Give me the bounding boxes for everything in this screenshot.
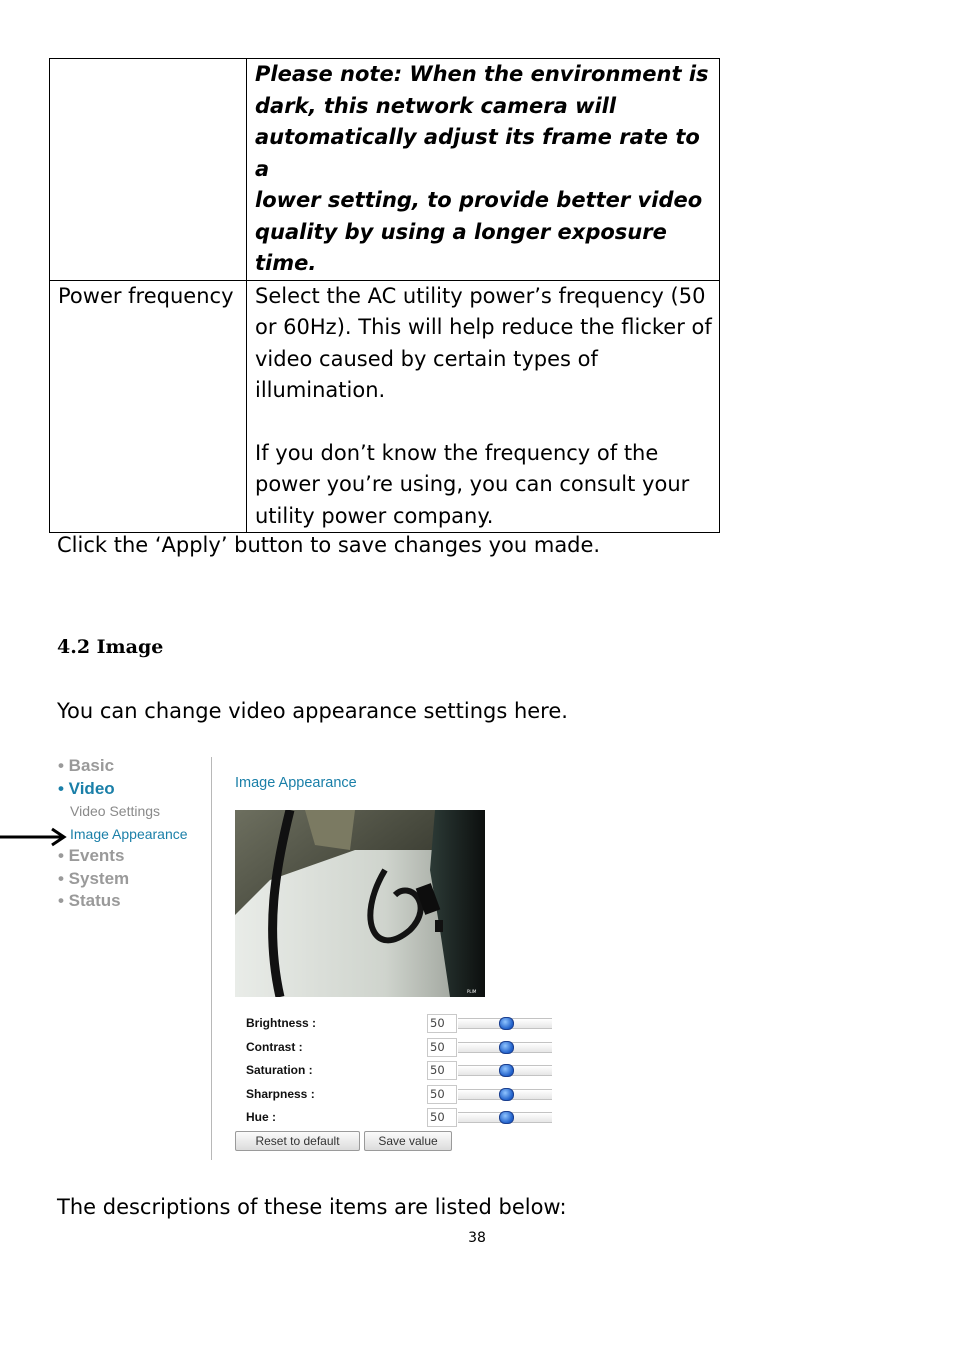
image-appearance-screenshot [0, 755, 954, 1165]
menu-item-system[interactable]: • System [58, 868, 130, 888]
contrast-slider[interactable] [458, 1042, 552, 1053]
menu-item-events[interactable]: • Events [58, 846, 125, 865]
descriptions-intro: The descriptions of these items are listed below: [57, 1195, 567, 1219]
sharpness-slider-handle[interactable] [499, 1088, 514, 1101]
description-line: power you’re using, you can consult your [255, 472, 690, 496]
brightness-value-field[interactable]: 50 [427, 1014, 457, 1033]
contrast-value-field[interactable]: 50 [427, 1038, 457, 1057]
brightness-label: Brightness : [246, 1016, 317, 1030]
hue-value-field[interactable]: 50 [427, 1108, 457, 1127]
menu-item-status[interactable]: • Status [58, 891, 121, 910]
saturation-slider[interactable] [458, 1065, 552, 1076]
save-value-button[interactable]: Save value [364, 1131, 452, 1151]
description-line: video caused by certain types of [255, 346, 598, 371]
sharpness-slider[interactable] [458, 1089, 552, 1100]
section-heading: 4.2 Image [57, 636, 164, 658]
settings-description-table [49, 58, 720, 533]
sharpness-label: Sharpness : [246, 1086, 315, 1101]
menu-subitem-video-settings[interactable]: Video Settings [70, 803, 161, 819]
contrast-label: Contrast : [246, 1039, 303, 1054]
contrast-slider-handle[interactable] [499, 1041, 514, 1054]
description-line: or 60Hz). This will help reduce the flicker of [255, 315, 712, 339]
description-line: utility power company. [255, 503, 494, 528]
description-line: Select the AC utility power’s frequency (50 [255, 283, 706, 308]
menu-item-video[interactable]: • Video [58, 778, 115, 798]
sharpness-value-field[interactable]: 50 [427, 1085, 457, 1104]
intro-text: You can change video appearance settings here. [57, 699, 568, 723]
panel-title: Image Appearance [235, 775, 357, 791]
saturation-control [246, 1060, 566, 1084]
power-frequency-description [247, 280, 720, 533]
camera-preview-image [235, 810, 485, 997]
brightness-slider-handle[interactable] [499, 1017, 514, 1030]
note-cell [247, 59, 720, 281]
paragraph-gap [255, 407, 715, 438]
sharpness-control [246, 1084, 566, 1108]
side-menu [58, 755, 208, 913]
hue-control [246, 1107, 566, 1131]
menu-item-basic[interactable]: • Basic [58, 756, 115, 775]
table-row [50, 59, 720, 281]
page-number: 38 [468, 1230, 486, 1246]
description-line: If you don’t know the frequency of the [255, 440, 659, 465]
brightness-control [246, 1013, 566, 1037]
reset-to-default-button[interactable]: Reset to default [235, 1131, 360, 1151]
hue-slider[interactable] [458, 1112, 552, 1123]
table-row [50, 280, 720, 533]
hue-slider-handle[interactable] [499, 1111, 514, 1124]
brightness-slider[interactable] [458, 1018, 552, 1029]
description-line: illumination. [255, 378, 386, 402]
saturation-label: Saturation : [246, 1063, 313, 1077]
menu-divider [211, 757, 212, 1160]
image-controls [246, 1013, 566, 1131]
apply-instruction: Click the ‘Apply’ button to save changes you made. [57, 533, 601, 557]
power-frequency-label: Power frequency [50, 280, 247, 533]
hue-label: Hue : [246, 1110, 276, 1124]
svg-text:PLIM: PLIM [467, 989, 477, 994]
note-line: Please note: When the environment is [255, 62, 709, 86]
note-line: dark, this network camera will [255, 93, 617, 118]
saturation-slider-handle[interactable] [499, 1064, 514, 1077]
note-line: automatically adjust its frame rate to a [255, 125, 700, 181]
saturation-value-field[interactable]: 50 [427, 1061, 457, 1080]
menu-subitem-image-appearance[interactable]: Image Appearance [70, 825, 188, 842]
note-line: lower setting, to provide better video [255, 188, 703, 212]
contrast-control [246, 1037, 566, 1061]
table-cell-empty [50, 59, 247, 281]
note-line: quality by using a longer exposure time. [255, 219, 667, 275]
